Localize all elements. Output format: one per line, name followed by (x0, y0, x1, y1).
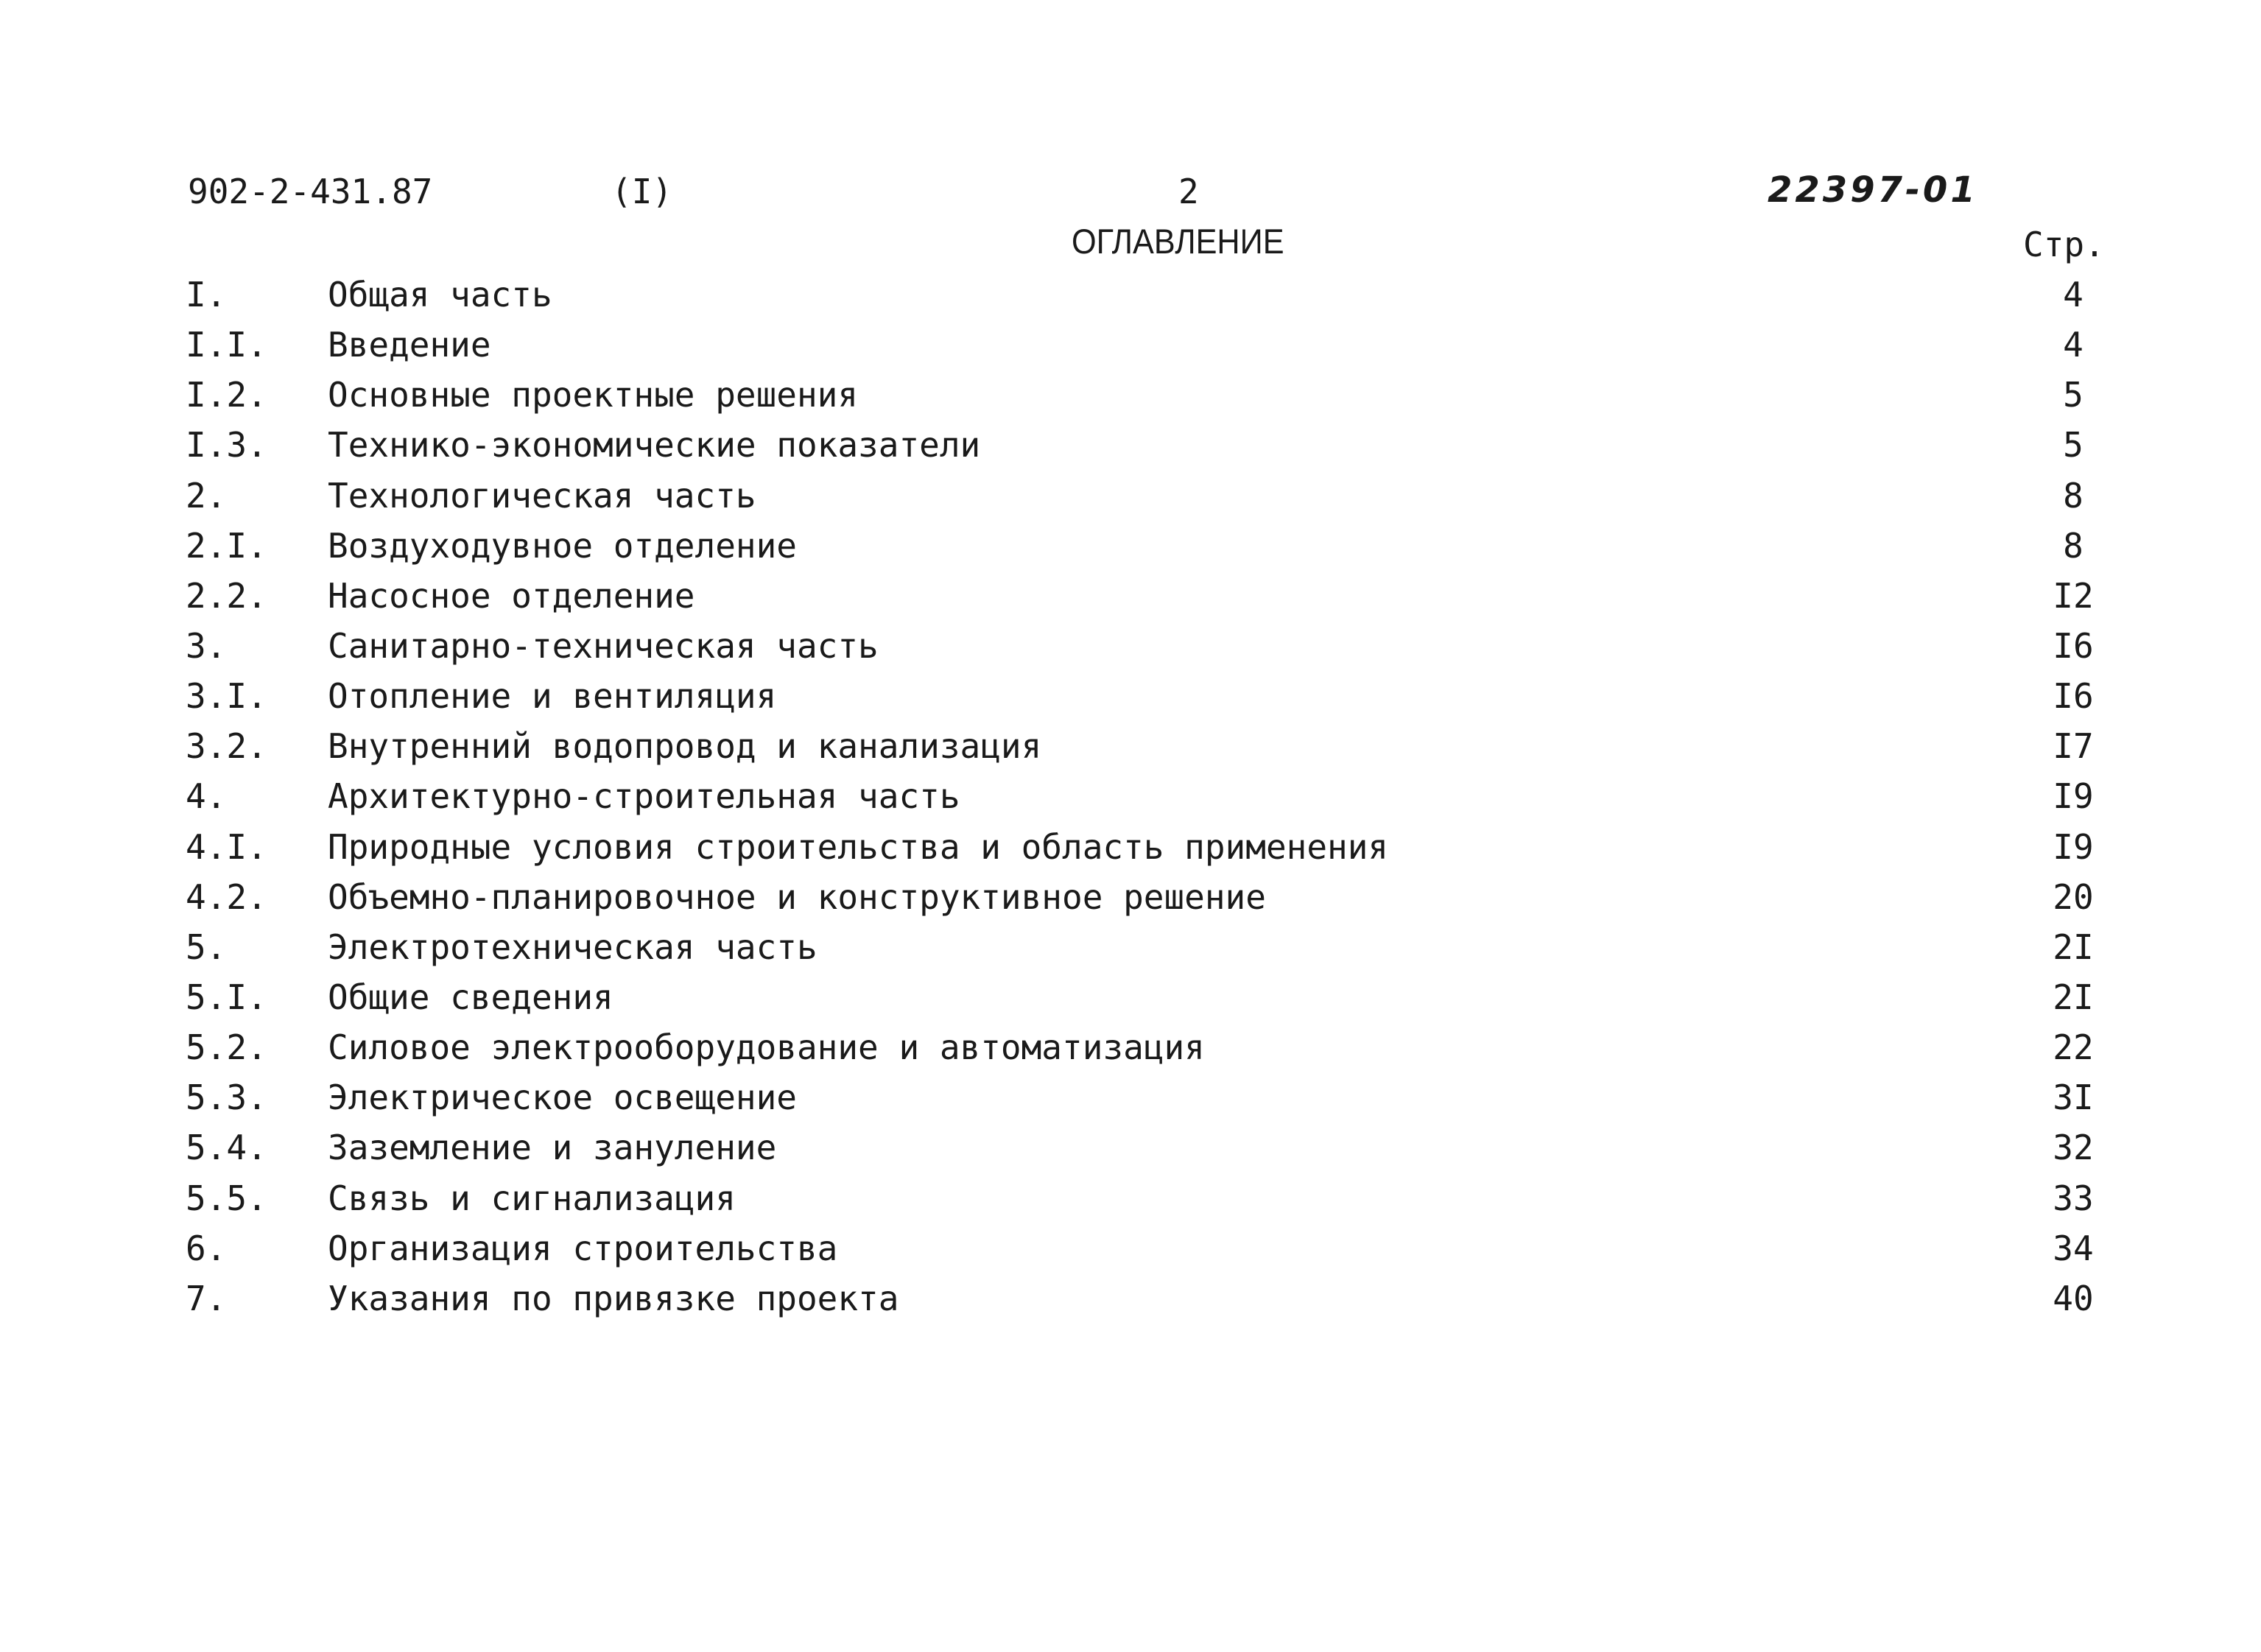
toc-entry-number: 5.4. (186, 1128, 267, 1168)
toc-entry-title: Организация строительства (328, 1228, 838, 1268)
toc-entry (0, 420, 2261, 470)
document-code: 902-2-431.87 (188, 172, 433, 211)
toc-entry (0, 1173, 2261, 1223)
toc-entry (0, 270, 2261, 320)
toc-entry (0, 571, 2261, 621)
toc-entry-number: 2.I. (186, 525, 267, 566)
toc-entry-page: 3I (2053, 1078, 2094, 1118)
toc-entry-title: Природные условия строительства и область применения (328, 826, 1389, 867)
toc-entry-title: Электрическое освещение (328, 1078, 797, 1118)
toc-entry-page: 2I (2053, 927, 2094, 967)
toc-entry-number: 4. (186, 776, 227, 817)
toc-entry-page: 20 (2053, 876, 2094, 917)
toc-entry (0, 671, 2261, 721)
toc-entry-number: 6. (186, 1228, 227, 1268)
toc-title: ОГЛАВЛЕНИЕ (1072, 222, 1284, 261)
toc-entry-title: Архитектурно-строительная часть (328, 776, 960, 817)
toc-entry (0, 1022, 2261, 1072)
handwritten-code: 22397-01 (1768, 169, 1978, 211)
toc-entry-number: 5.5. (186, 1178, 267, 1218)
toc-entry-page: 4 (2063, 275, 2084, 314)
toc-entry (0, 721, 2261, 771)
toc-entry-title: Отопление и вентиляция (328, 676, 777, 717)
toc-entry-title: Связь и сигнализация (328, 1178, 736, 1218)
toc-entry-title: Электротехническая часть (328, 927, 817, 967)
toc-entry-page: 22 (2053, 1027, 2094, 1068)
toc-entry-page: 33 (2053, 1178, 2094, 1218)
toc-entry-title: Технико-экономические показатели (328, 425, 981, 465)
toc-entry-page: I2 (2053, 575, 2094, 616)
toc-entry (0, 621, 2261, 671)
toc-entry (0, 872, 2261, 922)
toc-entry-number: I.3. (186, 425, 267, 465)
volume-number: (I) (611, 172, 673, 211)
toc-entry (0, 1223, 2261, 1273)
toc-entry-number: 4.I. (186, 826, 267, 867)
toc-entry-page: I9 (2053, 776, 2094, 817)
toc-entry (0, 521, 2261, 571)
toc-entry-title: Указания по привязке проекта (328, 1278, 899, 1318)
toc-entry-page: 8 (2063, 475, 2084, 516)
toc-entry-number: 2. (186, 475, 227, 516)
toc-entry-number: 5.3. (186, 1078, 267, 1118)
toc-entry-title: Общая часть (328, 275, 552, 314)
toc-entry-page: I9 (2053, 826, 2094, 867)
toc-entry-title: Насосное отделение (328, 575, 695, 616)
toc-entry-number: I.I. (186, 325, 267, 365)
toc-entry (0, 922, 2261, 972)
toc-entry-page: 2I (2053, 977, 2094, 1017)
toc-entry (0, 822, 2261, 872)
toc-entry-page: 8 (2063, 525, 2084, 566)
toc-entry-number: 7. (186, 1278, 227, 1318)
toc-entry-page: 32 (2053, 1128, 2094, 1168)
toc-entry (0, 1122, 2261, 1173)
toc-entry-number: I. (186, 275, 227, 314)
toc-entry-page: 40 (2053, 1278, 2094, 1318)
toc-entry-page: I6 (2053, 676, 2094, 717)
toc-entry-title: Заземление и зануление (328, 1128, 777, 1168)
toc-entry-number: 4.2. (186, 876, 267, 917)
toc-entry-number: 3.2. (186, 726, 267, 767)
page-number: 2 (1178, 172, 1199, 211)
toc-entry-number: 5.I. (186, 977, 267, 1017)
toc-entry-title: Санитарно-техническая часть (328, 625, 879, 666)
toc-entry-page: 4 (2063, 325, 2084, 365)
page-column-header: Стр. (2023, 225, 2105, 264)
toc-entry-title: Введение (328, 325, 491, 365)
toc-entry-page: I7 (2053, 726, 2094, 767)
toc-entry-title: Технологическая часть (328, 475, 756, 516)
toc-entry-title: Внутренний водопровод и канализация (328, 726, 1042, 767)
toc-entry (0, 771, 2261, 821)
toc-entry-page: 5 (2063, 375, 2084, 415)
toc-entry-number: 2.2. (186, 575, 267, 616)
table-of-contents (0, 270, 2261, 1324)
toc-entry-number: 5. (186, 927, 227, 967)
toc-entry (0, 320, 2261, 370)
toc-entry (0, 972, 2261, 1022)
toc-entry-page: 5 (2063, 425, 2084, 465)
toc-entry-title: Воздуходувное отделение (328, 525, 797, 566)
toc-entry-number: 3.I. (186, 676, 267, 717)
toc-entry-page: 34 (2053, 1228, 2094, 1268)
toc-entry-number: 5.2. (186, 1027, 267, 1068)
toc-entry-title: Общие сведения (328, 977, 613, 1017)
toc-entry-title: Объемно-планировочное и конструктивное решение (328, 876, 1266, 917)
toc-entry-page: I6 (2053, 625, 2094, 666)
toc-entry-number: 3. (186, 625, 227, 666)
toc-entry (0, 471, 2261, 521)
toc-entry (0, 1072, 2261, 1122)
toc-entry (0, 1273, 2261, 1324)
toc-entry-title: Силовое электрооборудование и автоматизация (328, 1027, 1205, 1068)
toc-entry-title: Основные проектные решения (328, 375, 859, 415)
toc-entry (0, 370, 2261, 420)
toc-entry-number: I.2. (186, 375, 267, 415)
